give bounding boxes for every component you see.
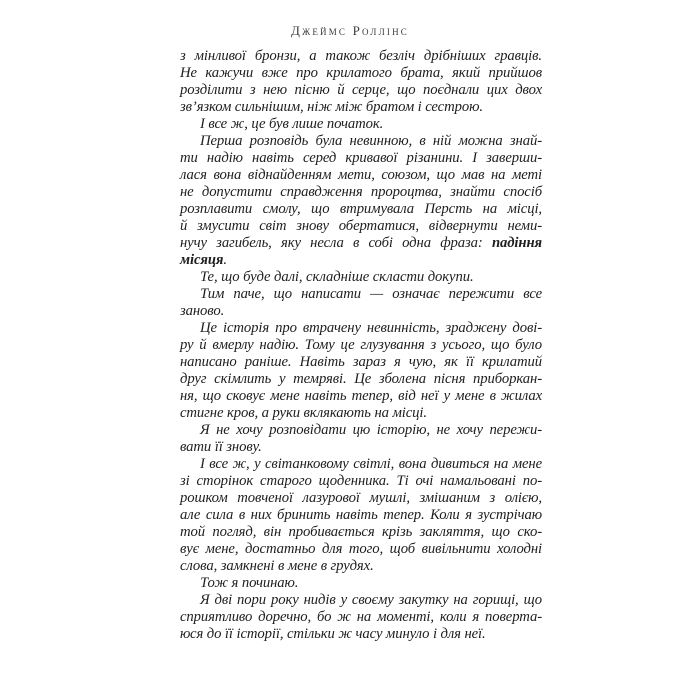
running-header: Джеймс Роллінс: [291, 23, 409, 38]
text-segment: рошком товченої лазурової мушлі, змішаним з олією,: [180, 490, 542, 506]
text-segment: Перша розповідь була невинною, в ній можна знай-: [200, 133, 542, 149]
text-line: [180, 439, 542, 456]
paragraph: [180, 269, 542, 286]
text-segment: але сила в них бринить навіть тепер. Коли я зустрічаю: [180, 507, 542, 523]
text-line: [180, 65, 542, 82]
paragraph: [180, 48, 542, 116]
text-line: [180, 252, 542, 269]
paragraph: [180, 320, 542, 422]
text-line: [180, 184, 542, 201]
text-segment: юся до її історії, стільки ж часу минуло і для неї.: [180, 626, 486, 642]
text-segment: написано раніше. Навіть зараз я чую, як її крилатий: [180, 354, 542, 370]
text-line: [180, 609, 542, 626]
text-segment: Я дві пори року нидів у своєму закутку на горищі, що: [200, 592, 542, 608]
text-segment: Не кажучи вже про крилатого брата, який прийшов: [180, 65, 542, 81]
text-segment: вати її знову.: [180, 439, 262, 455]
text-line: [180, 558, 542, 575]
paragraph: [180, 575, 542, 592]
text-line: [180, 235, 542, 252]
text-line: [180, 575, 542, 592]
text-segment: й змусити світ знову обертатися, відвернути неми-: [180, 218, 542, 234]
text-line: [180, 507, 542, 524]
paragraph: [180, 116, 542, 133]
text-line: [180, 116, 542, 133]
text-segment: Я не хочу розповідати цю історію, не хочу пережи-: [200, 422, 542, 438]
text-line: [180, 269, 542, 286]
text-segment: не допустити справдження пророцтва, знайти спосіб: [180, 184, 542, 200]
text-line: [180, 490, 542, 507]
text-segment: зі сторінок старого щоденника. Ті очі намальовані по-: [180, 473, 542, 489]
text-line: [180, 626, 542, 643]
text-segment: сприятливо доречно, бо ж на моменті, коли я поверта-: [180, 609, 542, 625]
text-segment: ру й вмерлу надію. Тому це глузування з усього, що було: [180, 337, 542, 353]
text-segment: І все ж, це був лише початок.: [200, 116, 384, 132]
text-segment: вує мене, достатньо для того, щоб вивільнити холодні: [180, 541, 542, 557]
text-segment: розділити з нею пісню й серце, що поєднали цих двох: [180, 82, 542, 98]
text-line: [180, 456, 542, 473]
text-line: [180, 133, 542, 150]
text-line: [180, 524, 542, 541]
bold-text-segment: падіння: [491, 235, 542, 251]
page-body: [180, 48, 542, 643]
text-segment: Тож я починаю.: [200, 575, 299, 591]
text-line: [180, 405, 542, 422]
paragraph: [180, 286, 542, 320]
text-line: [180, 150, 542, 167]
text-line: [180, 48, 542, 65]
paragraph: [180, 592, 542, 643]
text-segment: ня, що сковує мене навіть тепер, від неї у мене в жилах: [180, 388, 542, 404]
bold-text-segment: місяця: [180, 252, 224, 268]
paragraph: [180, 422, 542, 456]
text-line: [180, 541, 542, 558]
text-segment: ти надію навіть серед кривавої різанини. І заверши-: [180, 150, 542, 166]
text-segment: друг скімлить у темряві. Це зболена пісня приборкан-: [180, 371, 542, 387]
text-segment: заново.: [180, 303, 225, 319]
text-line: [180, 388, 542, 405]
text-segment: .: [223, 252, 227, 268]
text-segment: Тим паче, що написати — означає пережити все: [200, 286, 542, 302]
text-segment: слова, замкнені в мене в грудях.: [180, 558, 374, 574]
text-line: [180, 473, 542, 490]
text-line: [180, 320, 542, 337]
text-segment: зв’язком сильнішим, ніж між братом і сестрою.: [180, 99, 483, 115]
text-segment: І все ж, у світанковому світлі, вона дивиться на мене: [200, 456, 542, 472]
text-segment: з мінливої бронзи, а також безліч дрібніших гравців.: [180, 48, 542, 64]
text-line: [180, 303, 542, 320]
text-line: [180, 99, 542, 116]
paragraph: [180, 456, 542, 575]
text-segment: Те, що буде далі, складніше скласти докупи.: [200, 269, 474, 285]
text-line: [180, 354, 542, 371]
text-line: [180, 422, 542, 439]
paragraph: [180, 133, 542, 269]
text-line: [180, 218, 542, 235]
text-line: [180, 201, 542, 218]
text-line: [180, 592, 542, 609]
text-segment: Це історія про втрачену невинність, зраджену дові-: [200, 320, 542, 336]
text-line: [180, 371, 542, 388]
text-line: [180, 167, 542, 184]
text-segment: стигне кров, а руки вклякають на місці.: [180, 405, 427, 421]
text-line: [180, 337, 542, 354]
text-segment: лася вона віднайденням мети, союзом, що мав на меті: [180, 167, 542, 183]
text-line: [180, 82, 542, 99]
text-segment: той погляд, він пробивається крізь закляття, що ско-: [180, 524, 542, 540]
text-line: [180, 286, 542, 303]
text-segment: розплавити смолу, що втримувала Персть на місці,: [180, 201, 542, 217]
text-segment: нучу загибель, яку несла в собі одна фраза:: [180, 235, 492, 251]
